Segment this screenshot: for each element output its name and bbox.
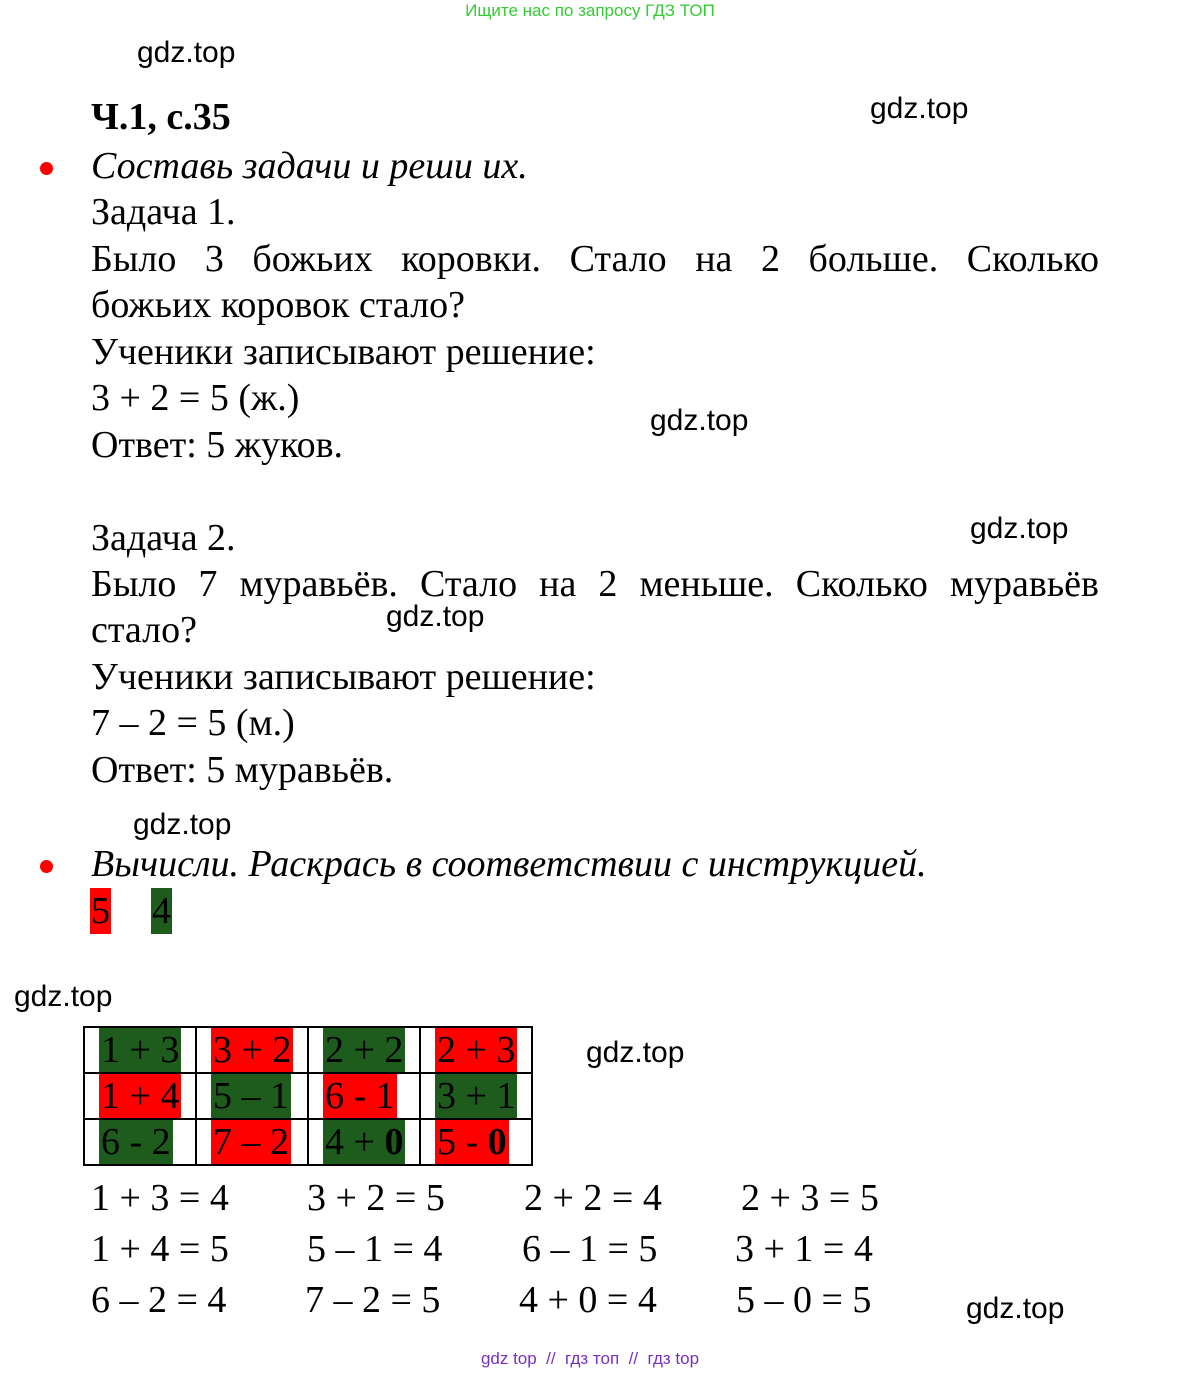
- equation: 1 + 3 = 4: [91, 1177, 229, 1219]
- grid-cell[interactable]: [420, 1073, 532, 1119]
- equation: 5 – 0 = 5: [736, 1279, 872, 1321]
- problem-text: божьих коровок стало?: [91, 284, 465, 326]
- problem-title: Задача 2.: [91, 517, 236, 559]
- grid-cell[interactable]: [84, 1073, 196, 1119]
- grid-row: [84, 1027, 532, 1073]
- solution-label: Ученики записывают решение:: [91, 656, 596, 698]
- grid-expression: 6 - 2: [101, 1121, 171, 1163]
- bullet-icon: [40, 162, 53, 175]
- equation: 2 + 3 = 5: [741, 1177, 879, 1219]
- watermark: gdz.top: [650, 404, 749, 437]
- problem-title: Задача 1.: [91, 191, 236, 233]
- equation: 7 – 2 = 5: [305, 1279, 441, 1321]
- watermark: gdz.top: [870, 92, 969, 125]
- grid-expression: 3 + 2: [213, 1029, 292, 1071]
- equation: 6 – 2 = 4: [91, 1279, 227, 1321]
- problem-text: Было 7 муравьёв. Стало на 2 меньше. Сколько муравьёв: [91, 563, 1099, 605]
- grid-cell[interactable]: [196, 1073, 308, 1119]
- page-title: Ч.1, с.35: [91, 96, 231, 138]
- equation: 6 – 1 = 5: [522, 1228, 658, 1270]
- grid-expression: 1 + 4: [101, 1075, 180, 1117]
- watermark: gdz.top: [970, 512, 1069, 545]
- bullet-icon: [40, 860, 53, 873]
- solution-label: Ученики записывают решение:: [91, 331, 596, 373]
- problem-text: Было 3 божьих коровки. Стало на 2 больше. Сколько: [91, 238, 1099, 280]
- grid-cell[interactable]: [84, 1119, 196, 1165]
- grid-expression: 5 - 0: [437, 1121, 507, 1163]
- task-instruction: Составь задачи и реши их.: [91, 145, 528, 187]
- grid-expression: 7 – 2: [213, 1121, 289, 1163]
- watermark: gdz.top: [137, 36, 236, 69]
- equation: 3 + 2 = 5: [307, 1177, 445, 1219]
- watermark: gdz.top: [133, 808, 232, 841]
- legend-red: 5: [91, 890, 110, 932]
- equation: 2 + 2 = 4: [524, 1177, 662, 1219]
- answer: Ответ: 5 жуков.: [91, 424, 344, 466]
- grid-row: [84, 1073, 532, 1119]
- equation: 1 + 4 = 5: [91, 1228, 229, 1270]
- watermark: gdz.top: [386, 600, 485, 633]
- grid-expression: 4 + 0: [325, 1121, 404, 1163]
- grid-cell[interactable]: [196, 1027, 308, 1073]
- solution: 7 – 2 = 5 (м.): [91, 702, 295, 744]
- answer: Ответ: 5 муравьёв.: [91, 749, 394, 791]
- grid-row: [84, 1119, 532, 1165]
- grid-cell[interactable]: [420, 1119, 532, 1165]
- grid-cell[interactable]: [308, 1119, 420, 1165]
- grid-expression: 5 – 1: [213, 1075, 289, 1117]
- solution: 3 + 2 = 5 (ж.): [91, 377, 300, 419]
- grid-expression: 2 + 2: [325, 1029, 404, 1071]
- task-instruction: Вычисли. Раскрась в соответствии с инструкцией.: [91, 843, 927, 885]
- grid-cell[interactable]: [420, 1027, 532, 1073]
- grid-expression: 3 + 1: [437, 1075, 516, 1117]
- equation: 4 + 0 = 4: [519, 1279, 657, 1321]
- equation: 5 – 1 = 4: [307, 1228, 443, 1270]
- coloring-grid: [83, 1026, 533, 1166]
- grid-cell[interactable]: [84, 1027, 196, 1073]
- grid-cell[interactable]: [196, 1119, 308, 1165]
- watermark: gdz.top: [14, 980, 113, 1013]
- grid-expression: 2 + 3: [437, 1029, 516, 1071]
- grid-cell[interactable]: [308, 1073, 420, 1119]
- footer-links[interactable]: gdz top // гдз топ // гдз top: [480, 1349, 700, 1368]
- top-banner[interactable]: Ищите нас по запросу ГДЗ ТОП: [465, 1, 715, 20]
- legend-green: 4: [152, 890, 171, 932]
- grid-expression: 6 - 1: [325, 1075, 395, 1117]
- watermark: gdz.top: [966, 1292, 1065, 1325]
- grid-expression: 1 + 3: [101, 1029, 180, 1071]
- equation: 3 + 1 = 4: [735, 1228, 873, 1270]
- grid-cell[interactable]: [308, 1027, 420, 1073]
- watermark: gdz.top: [586, 1036, 685, 1069]
- problem-text: стало?: [91, 609, 197, 651]
